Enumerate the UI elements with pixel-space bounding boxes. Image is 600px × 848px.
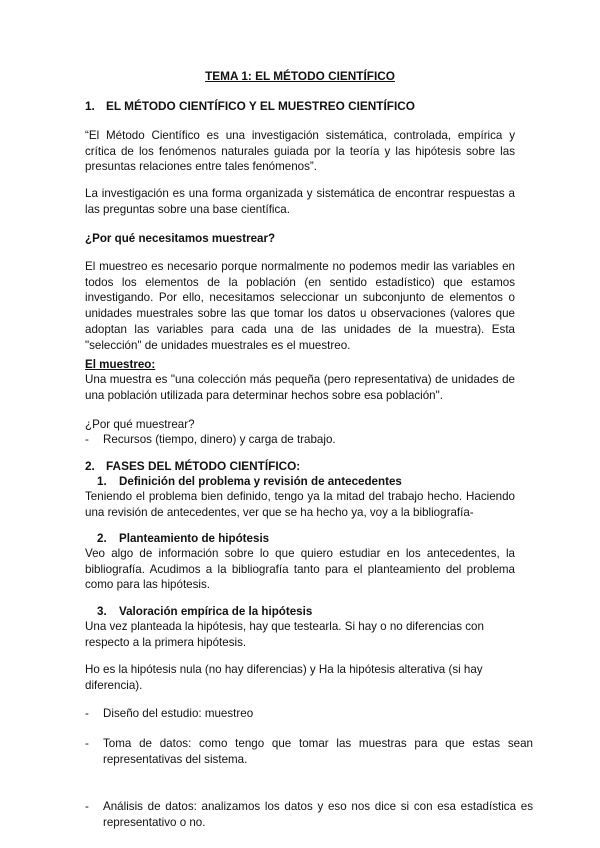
list-item [85,706,533,722]
phase3-text: Una vez planteada la hipótesis, hay que testearla. Si hay o no diferencias con respecto a la primera hipótesis. [85,620,484,649]
section2-heading [85,459,515,475]
section2-number: 2. [85,459,95,473]
why-sample-bullet-text: Recursos (tiempo, dinero) y carga de trabajo. [103,433,336,446]
list-item-text: Diseño del estudio: muestreo [103,706,254,720]
bullet-dash: - [85,433,89,446]
muestreo-heading: El muestreo: [85,358,156,371]
phase2-heading-text: Planteamiento de hipótesis [119,532,270,545]
hypotheses-line: Ho es la hipótesis nula (no hay diferencias) y Ha la hipótesis alterativa (si hay diferencia). [85,663,483,692]
phase2-text: Veo algo de información sobre lo que quiero estudiar en los antecedentes, la bibliografía. Acudimos a la bibliografía tanto para el planteamiento del problema como para las hipótesis. [85,547,515,592]
sample-definition-paragraph: Una muestra es "una colección más pequeña (pero representativa) de unidades de una población utilizada para determinar hechos sobre esa población". [85,373,515,402]
section1-number: 1. [85,99,95,113]
section2-heading-text: FASES DEL MÉTODO CIENTÍFICO: [106,459,301,473]
phase3-heading [85,604,515,620]
why-sample-bullet [85,432,533,448]
phase1-text: Teniendo el problema bien definido, tengo ya la mitad del trabajo hecho. Haciendo una revisión de antecedentes, ver que se ha hecho ya, voy a la bibliografía- [85,490,515,519]
phase3-heading-text: Valoración empírica de la hipótesis [119,605,313,618]
research-paragraph: La investigación es una forma organizada y sistemática de encontrar respuestas a las preguntas sobre una base científica. [85,187,515,216]
phase1-heading-text: Definición del problema y revisión de antecedentes [119,475,402,488]
question-heading: ¿Por qué necesitamos muestrear? [85,232,276,245]
phase2-number: 2. [97,532,107,545]
bullet-dash: - [85,706,89,720]
phase3-number: 3. [97,605,107,618]
document-title: TEMA 1: EL MÉTODO CIENTÍFICO [205,69,395,83]
definition-quote: “El Método Científico es una investigación sistemática, controlada, empírica y crítica de los fenómenos naturales guiada por la teoría y las hipótesis sobre las presuntas relaciones entre tales fenómenos”. [85,129,515,174]
list-item-text: Toma de datos: como tengo que tomar las muestras para que estas sean representativas del sistema. [103,737,533,767]
phase1-heading [85,474,515,490]
list-item [85,799,533,830]
phase2-heading [85,531,515,547]
why-sample-question: ¿Por qué muestrear? [85,418,195,431]
list-item [85,736,533,767]
bullet-dash: - [85,799,89,813]
sampling-paragraph: El muestreo es necesario porque normalmente no podemos medir las variables en todos los elementos de la población (en sentido estadístico) que estamos investigando. Por ello, necesitamos seleccionar un subconjunto de elementos o unidades muestrales sobre las que tomar los datos u observaciones (valores que adoptan las variables para cada una de las unidades de la muestra). Esta "selección" de unidades muestrales es el muestreo. [85,260,515,352]
list-item-text: Análisis de datos: analizamos los datos y eso nos dice si con esa estadística es representativo o no. [103,799,533,829]
section1-heading-text: EL MÉTODO CIENTÍFICO Y EL MUESTREO CIENTÍFICO [106,99,415,113]
phase1-number: 1. [97,475,107,488]
section1-heading [85,99,515,115]
bullet-dash: - [85,737,89,751]
